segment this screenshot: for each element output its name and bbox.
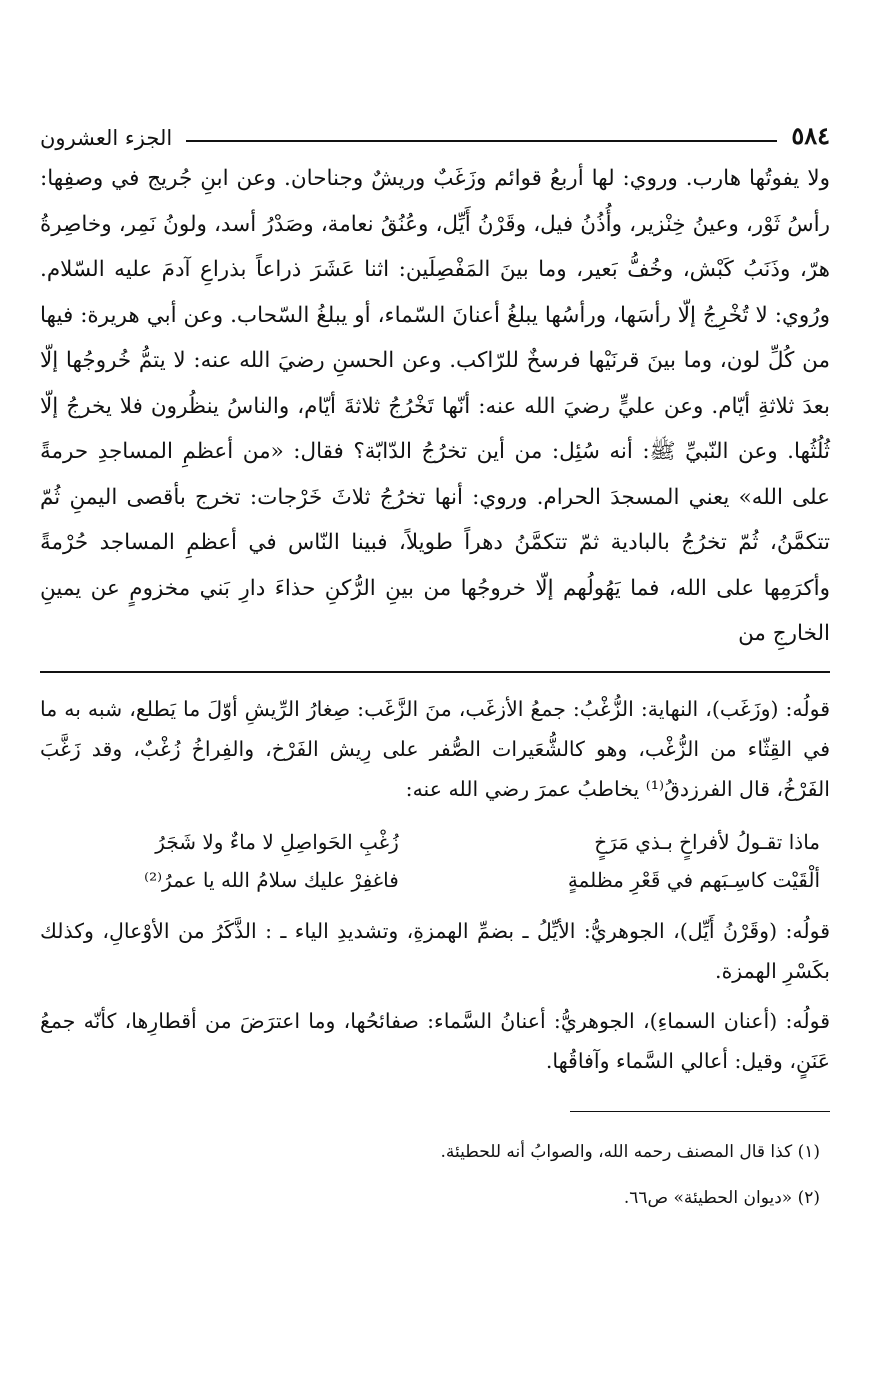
verse-first-hemistich: ماذا تقـولُ لأفراخٍ بـذي مَرَخٍ xyxy=(594,829,820,854)
commentary-block xyxy=(40,689,830,1081)
footnote-1: (١) كذا قال المصنف رحمه الله، والصوابُ أنه للحطيئة. xyxy=(440,1141,820,1162)
page-header xyxy=(40,110,830,150)
verse-first-hemistich: ألْقَيْت كاسِـبَهم في قَعْرِ مظلمةٍ xyxy=(567,867,820,892)
verse-line xyxy=(40,823,820,861)
main-text-block xyxy=(40,156,830,657)
verse-line xyxy=(40,861,820,899)
commentary-aanan: قولُه: (أعنان السماءِ)، الجوهريُّ: أعنانُ السَّماء: صفائحُها، وما اعترَضَ من أقطارِها، كأنّه جمعُ عَنَنٍ، وقيل: أعالي السَّماء وآفاقُها. xyxy=(40,1008,830,1073)
verse-second-hemistich: زُغْبِ الحَواصِلِ لا ماءٌ ولا شَجَرُ xyxy=(155,829,399,854)
header-rule xyxy=(186,140,777,142)
commentary-separator xyxy=(40,671,830,673)
part-title: الجزء العشرون xyxy=(40,126,173,150)
poem-verses xyxy=(40,823,820,899)
commentary-ayyil: قولُه: (وقَرْنُ أَيِّل)، الجوهريُّ: الأيِّلُ ـ بضمِّ الهمزةِ، وتشديدِ الياء ـ : الذَّكَرُ من الأوْعالِ، وكذلك بكَسْرِ الهمزة. xyxy=(40,918,830,983)
verse-second-hemistich: فاغفِرْ عليك سلامُ الله يا عمرُ⁽²⁾ xyxy=(144,867,399,892)
page-number: ٥٨٤ xyxy=(791,121,830,150)
book-page xyxy=(40,110,830,1226)
main-paragraph: ولا يفوتُها هارب. وروي: لها أربعُ قوائم وزَغَبٌ وريشٌ وجناحان. وعن ابنِ جُريج في وصفِها: رأسُ ثَوْر، وعينُ خِنْزير، وأُذُنُ فيل، وقَرْنُ أَيِّل، وعُنُقُ نعامة، وصَدْرُ أسد، ولونُ نَمِر، وخاصِرةُ هرّ، وذَنَبُ كَبْش، وخُفُّ بَعير، وما بينَ المَفْصِلَين: اثنا عَشَرَ ذراعاً بذراعِ آدمَ عليه السّلام. ورُوي: لا تُخْرِجُ إلّا رأسَها، ورأسُها يبلغُ أعنانَ السّماء، أو يبلغُ السّحاب. وعن أبي هريرة: فيها من كُلِّ لون، وما بينَ قرنَيْها فرسخٌ للرّاكب. وعن الحسنِ رضيَ الله عنه: لا يتمُّ خُروجُها إلّا بعدَ ثلاثةِ أيّام. وعن عليٍّ رضيَ الله عنه: أنّها تَخْرُجُ ثلاثةَ أيّام، والناسُ ينظُرون فلا يخرجُ إلّا ثُلُثُها. وعن النّبيِّ ﷺ: أنه سُئِل: من أين تخرُجُ الدّابّة؟ فقال: «من أعظمِ المساجدِ حرمةً على الله» يعني المسجدَ الحرام. وروي: أنها تخرُجُ ثلاثَ خَرْجات: تخرج بأقصى اليمنِ ثُمّ تتكمَّنُ، ثُمّ تخرُجُ بالبادية ثمّ تتكمَّنُ دهراً طويلاً، فبينا النّاس في أعظمِ المساجد حُرْمةً وأكرَمِها على الله، فما يَهُولُهم إلّا خروجُها من بينِ الرُّكنِ حذاءَ دارِ بَني مخزومٍ عن يمينِ الخارجِ من xyxy=(40,166,830,646)
footnote-separator xyxy=(570,1111,830,1112)
footnote-2: (٢) «ديوان الحطيئة» ص٦٦. xyxy=(623,1187,820,1208)
commentary-zaghab: قولُه: (وزَغَب)، النهاية: الزُّغْبُ: جمعُ الأزغَب، منَ الزَّغَب: صِغارُ الرِّيشِ أوّلَ ما يَطلع، شبه به ما في القِثّاء من الزُّغْب، وهو كالشُّعَيرات الصُّفر على رِيش الفَرْخ، والفِراخُ زُغْبٌ، وقد زَغَّبَ الفَرْخُ، قال الفرزدقُ⁽¹⁾ يخاطبُ عمرَ رضي الله عنه: xyxy=(40,696,830,801)
